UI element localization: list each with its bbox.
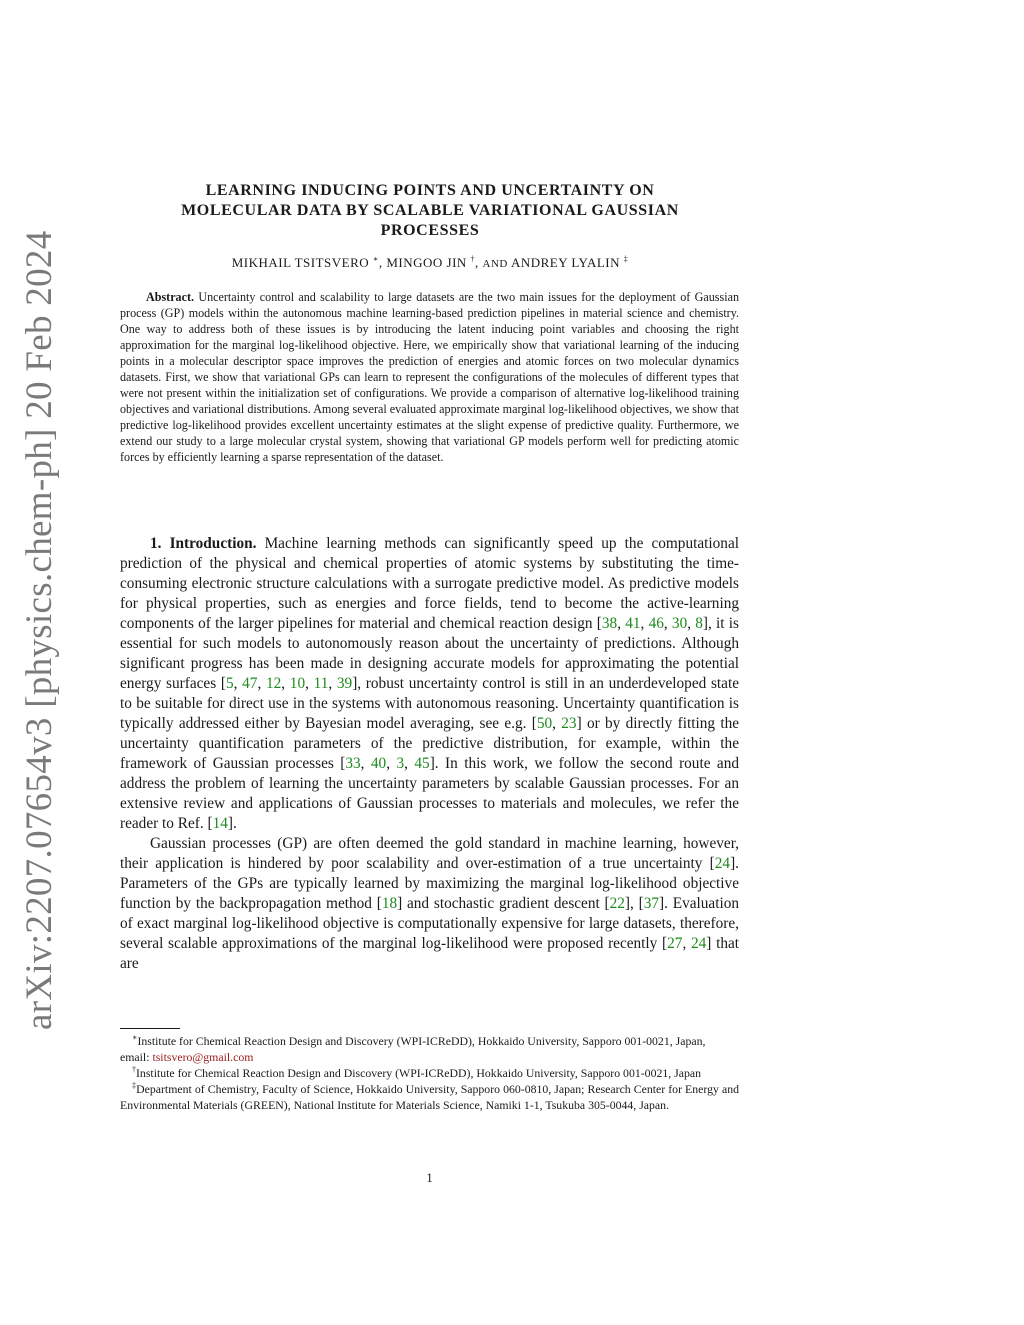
author-name: ANDREY LYALIN: [510, 255, 621, 270]
author-list: MIKHAIL TSITSVERO ∗, MINGOO JIN †, AND ANDREY LYALIN ‡: [231, 254, 629, 270]
paragraph: 1. Introduction. Machine learning methods can significantly speed up the computational prediction of the physical and chemical properties of atomic systems by substituting the time-consuming electronic structure calculations with a surrogate predictive model. As predictive models for physical properties, such as energies and force fields, tend to become the active-learning components of the larger pipelines for material and chemical reaction design [38, 41, 46, 30, 8], it is essential for such models to autonomously reason about the uncertainty of predictions. Although significant progress has been made in designing accurate models for approximating the potential energy surfaces [5, 47, 12, 10, 11, 39], robust uncertainty control is still in an underdeveloped state to be suitable for direct use in the systems with autonomous reasoning. Uncertainty quantification is typically addressed either by Bayesian model averaging, see e.g. [50, 23] or by directly fitting the uncertainty quantification parameters of the predictive distribution, for example, within the framework of Gaussian processes [33, 40, 3, 45]. In this work, we follow the second route and address the problem of learning the uncertainty parameters by scalable Gaussian processes. For an extensive review and applications of Gaussian processes to materials and molecules, we refer the reader to Ref. [14].: [120, 535, 740, 832]
citation-link[interactable]: 46: [648, 615, 664, 632]
citation-link[interactable]: 50: [536, 715, 553, 732]
citation-link[interactable]: 18: [381, 895, 398, 912]
citation-link[interactable]: 45: [414, 755, 430, 772]
title-line: MOLECULAR DATA BY SCALABLE VARIATIONAL GAUSSIAN: [181, 202, 679, 219]
citation-link[interactable]: 10: [289, 675, 306, 692]
body-text: ]. In this work, we follow the second route and address the problem of learning the uncertainty parameters by scalable Gaussian processes. For an extensive review and applications of Gaussian processes to materials and molecules, we refer the reader to Ref. [: [120, 755, 740, 832]
author-conjunction: AND: [482, 258, 508, 270]
citation-link[interactable]: 37: [643, 895, 660, 912]
footnote-marker: ∗: [132, 1033, 138, 1043]
footnote: ‡Department of Chemistry, Faculty of Science, Hokkaido University, Sapporo 060-0810, Japan; Research Center for Energy and Environmental Materials (GREEN), National Institute for Materials Science, Namiki 1-1, Tsukuba 305-0044, Japan.: [120, 1081, 739, 1112]
abstract-label: Abstract.: [146, 290, 195, 304]
body-text: ] or by directly fitting the uncertainty quantification parameters of the predictive distribution, for example, within the framework of Gaussian processes [: [120, 715, 740, 772]
footnote: †Institute for Chemical Reaction Design and Discovery (WPI-ICReDD), Hokkaido University, Sapporo 001-0021, Japan: [132, 1065, 702, 1080]
footnote: ∗Institute for Chemical Reaction Design and Discovery (WPI-ICReDD), Hokkaido University, Sapporo 001-0021, Japan, email: tsitsvero@gmail.com: [120, 1033, 706, 1064]
footnote-marker: †: [132, 1065, 136, 1075]
footnote-marker[interactable]: ‡: [623, 254, 629, 264]
footnote-marker[interactable]: ∗: [372, 254, 379, 264]
page-number: 1: [426, 1170, 433, 1185]
body-text: Gaussian processes (GP) are often deemed the gold standard in machine learning, however, their application is hindered by poor scalability and over-estimation of a true uncertainty [: [120, 835, 739, 872]
abstract-text: Uncertainty control and scalability to large datasets are the two main issues for the deployment of Gaussian process (GP) models within the autonomous machine learning-based prediction pipelines in material science and chemistry. One way to address both of these issues is by introducing the latent inducing point variables and choosing the right approximation for the marginal log-likelihood objective. Here, we empirically show that variational learning of the inducing points in a molecular descriptor space improves the prediction of energies and atomic forces on two molecular dynamics datasets. First, we show that variational GPs can learn to represent the configurations of the molecules of different types that were not present within the initialization set of configurations. We provide a comparison of alternative log-likelihood training objectives and variational distributions. Among several evaluated approximate marginal log-likelihood objectives, we show that predictive log-likelihood provides excellent uncertainty estimates at the slight expense of predictive quality. Furthermore, we extend our study to a large molecular crystal system, showing that variational GP models perform well for predicting atomic forces by efficiently learning a sparse representation of the dataset.: [120, 290, 739, 464]
citation-link[interactable]: 14: [212, 815, 228, 832]
citation-link[interactable]: 11: [313, 675, 329, 692]
citation-link[interactable]: 30: [671, 615, 688, 632]
body-text: ], robust uncertainty control is still in an underdeveloped state to be suitable for direct use in the systems with autonomous reasoning. Uncertainty quantification is typically addressed either by Bayesian model averaging, see e.g. [: [120, 675, 739, 732]
citation-link[interactable]: 5: [225, 675, 234, 692]
footnote-marker[interactable]: †: [470, 254, 476, 264]
body-text: ]. Parameters of the GPs are typically learned by maximizing the marginal log-likelihood objective function by the backpropagation method [: [120, 855, 739, 912]
paragraph: Gaussian processes (GP) are often deemed the gold standard in machine learning, however, their application is hindered by poor scalability and over-estimation of a true uncertainty [24]. Parameters of the GPs are typically learned by maximizing the marginal log-likelihood objective function by the backpropagation method [18] and stochastic gradient descent [22], [37]. Evaluation of exact marginal log-likelihood objective is computationally expensive for large datasets, therefore, several scalable approximations of the marginal log-likelihood were proposed recently [27, 24] that are: [120, 835, 740, 972]
citation-link[interactable]: 33: [345, 755, 361, 772]
body-text: ]. Evaluation of exact marginal log-likelihood objective is computationally expensive for large datasets, therefore, several scalable approximations of the marginal log-likelihood were proposed recently [: [120, 895, 740, 952]
citation-link[interactable]: 23: [561, 715, 577, 732]
author-name: MINGOO JIN: [386, 255, 467, 270]
body-text: ], it is essential for such models to autonomously reason about the uncertainty of predictions. Although significant progress has been made in designing accurate models for approximating the potential energy surfaces [: [120, 615, 739, 692]
abstract-block: [120, 289, 739, 465]
citation-link[interactable]: 40: [370, 755, 387, 772]
footnote-marker: ‡: [132, 1081, 137, 1091]
title-line: PROCESSES: [380, 222, 480, 239]
citation-link[interactable]: 22: [609, 895, 625, 912]
citation-link[interactable]: 41: [625, 615, 641, 632]
title-line: LEARNING INDUCING POINTS AND UNCERTAINTY ON: [205, 182, 655, 199]
introduction-section: [120, 534, 739, 974]
email-link[interactable]: tsitsvero@gmail.com: [152, 1050, 254, 1064]
citation-link[interactable]: 8: [695, 615, 703, 632]
paper-title: [120, 181, 740, 241]
citation-link[interactable]: 39: [336, 675, 353, 692]
citation-link[interactable]: 24: [690, 935, 707, 952]
author-name: MIKHAIL TSITSVERO: [231, 255, 370, 270]
citation-link[interactable]: 47: [242, 675, 258, 692]
footnotes: [120, 1033, 739, 1113]
body-text: Machine learning methods can significantly speed up the computational prediction of the physical and chemical properties of atomic systems by substituting the time-consuming electronic structure calculations with a surrogate predictive model. As predictive models for physical properties, such as energies and force fields, tend to become the active-learning components of the larger pipelines for material and chemical reaction design [: [120, 535, 739, 632]
footnote-divider: [120, 1028, 180, 1029]
citation-link[interactable]: 12: [265, 675, 282, 692]
citation-link[interactable]: 3: [396, 755, 405, 772]
citation-link[interactable]: 27: [667, 935, 683, 952]
arxiv-identifier: arXiv:2207.07654v3 [physics.chem-ph] 20 Feb 2024: [19, 230, 60, 1030]
citation-link[interactable]: 24: [714, 855, 731, 872]
citation-link[interactable]: 38: [601, 615, 618, 632]
section-heading: 1. Introduction.: [150, 535, 257, 552]
